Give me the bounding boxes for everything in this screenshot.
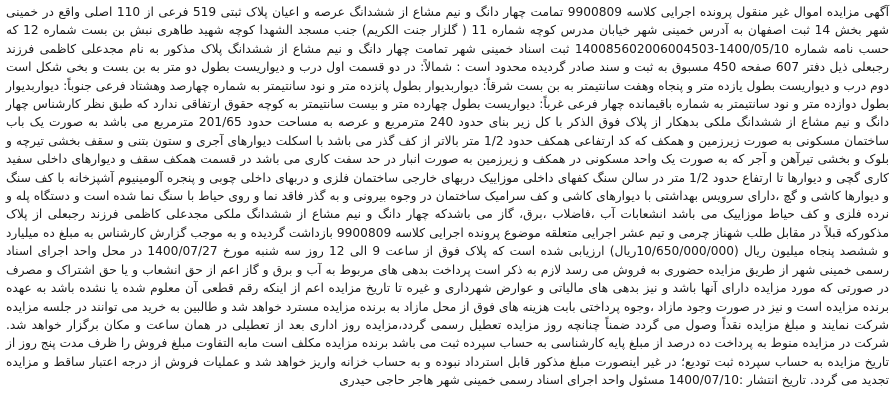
auction-notice-text: آگهی مزایده اموال غیر منقول پرونده اجرایی کلاسه 9900809 تمامت چهار دانگ و نیم مشاع از ششدانگ عرصه و اعیان پلاک ثبتی 519 فرعی از 110 اصلی واقع در خمینی شهر بخش 14 ثبت اصفهان به آدرس خمینی شهر خیابان مدرس کوچه شماره 11 ( گلزار جنت الکریم) جنب مسجد الشهدا کوچه شهید طاهری نبش بن بست شماره 12 که حسب نامه شماره 1400/05/10-140085602006004503 ثبت اسناد خمینی شهر تمامت چهار دانگ و نیم مشاع از ششدانگ پلاک مذکور به نام مجدعلی کاظمی فرزند رجبعلی ذیل دفتر 607 صفحه 450 مسبوق به ثبت و سند صادر گردیده محدود است : شمالاً: در دو قسمت اول درب و دیواریست بطول دو متر به بن بست و بخی شکل است دوم درب و دیواریست بطول یازده متر و پنجاه وهفت سانتیمتر به بن بست شرقاً: دیواربدیوار بطول پانزده متر و نود سانتیمتر به شماره چهارصد وهشتاد فرعی جنوباً: دیواربدیوار بطول دوازده متر و نود سانتیمتر به شماره باقیمانده چهار فرعی غرباً: دیواریست بطول چهارده متر و بیست سانتیمتر به کوچه حقوق ارتفاقی ندارد که طبق نظر کارشناس چهار دانگ و نیم مشاع از ششدانگ ملکی بدهکار از پلاک فوق الذکر با کل زیر بنای حدود 240 مترمربع و عرصه به مساحت حدود 201/65 مترمربع می باشد به صورت یک باب ساختمان مسکونی به صورت زیرزمین و همکف که کد ارتفاعی همکف حدود 1/2 متر بالاتر از کف گذر می باشد با اسکلت دیوارهای آجری و ستون بتنی و سقف بخشی تیرچه و بلوک و بخشی تیرآهن و آجر که به صورت یک واحد مسکونی در همکف و زیرزمین به صورت انبار در حد سفت کاری می باشد در قسمت همکف سقف و دیوارهای داخلی سفید کاری گچی و دیوارها تا ارتفاع حدود 1/2 متر در سالن سنگ کفهای داخلی موزاییک دربهای خارجی ساختمان فلزی و دربهای داخلی چوبی و پنجره آلومینیوم آشپزخانه با کف سنگ و دیوارها کاشی و گچ ،دارای سرویس بهداشتی با دیوارهای کاشی و کف سرامیک ساختمان در وجوه بیرونی و به گذر فاقد نما و روی حیاط با سنگ نما شده است و دستگاه پله و نرده فلزی و کف حیاط موزاییک می باشد انشعابات آب ،فاضلاب ،برق، گاز می باشدکه چهار دانگ و نیم مشاع از ششدانگ ملکی مجدعلی کاظمی فرزند رجبعلی از پلاک مذکورکه قبلاً در مقابل طلب شهناز چرمی و تیم عشر اجرایی متعلقه موضوع پرونده اجرایی کلاسه 9900809 بازداشت گردیده و به موجب گزارش کارشناس به مبلغ ده میلیارد و ششصد پنجاه میلیون ریال (10/650/000/000ریال) ارزیابی شده است که پلاک فوق از ساعت 9 الی 12 روز سه شنبه مورخ 1400/07/27 در محل واحد اجرای اسناد رسمی خمینی شهر از طریق مزایده حضوری به فروش می رسد لازم به ذکر است پرداخت بدهی های مربوط به آب و برق و گاز اعم از حق انشعاب و یا حق اشتراک و مصرف در صورتی که مورد مزایده دارای آنها باشد و نیز بدهی های مالیاتی و عوارض شهرداری و غیره تا تاریخ مزایده اعم از اینکه رقم قطعی آن معلوم شده یا نشده باشد به عهده برنده مزایده است و نیز در صورت وجود مازاد ،وجوه پرداختی بابت هزینه های فوق از محل مازاد به برنده مزایده مسترد خواهد شد و طالبین به خرید می توانند در جلسه مزایده شرکت نمایند و مبلغ مزایده نقداً وصول می گردد ضمناً چنانچه روز مزایده تعطیل رسمی گردد،مزایده روز اداری بعد از تعطیلی در همان ساعت و مکان برگزار خواهد شد. شرکت در مزایده منوط به پرداخت ده درصد از مبلغ پایه کارشناسی به حساب سپرده ثبت می باشد برنده مزایده مکلف است مابه التفاوت مبلغ فروش را ظرف مدت پنج روز از تاریخ مزایده به حساب سپرده ثبت تودیع؛ در غیر اینصورت مبلغ مذکور قابل استرداد نبوده و به حساب خزانه واریز خواهد شد و عملیات فروش از درجه اعتبار ساقط و مزایده تجدید می گردد. تاریخ انتشار :1400/07/10 مسئول واحد اجرای اسناد رسمی خمینی شهر هاجر حاجی حیدری (6, 5, 890, 388)
